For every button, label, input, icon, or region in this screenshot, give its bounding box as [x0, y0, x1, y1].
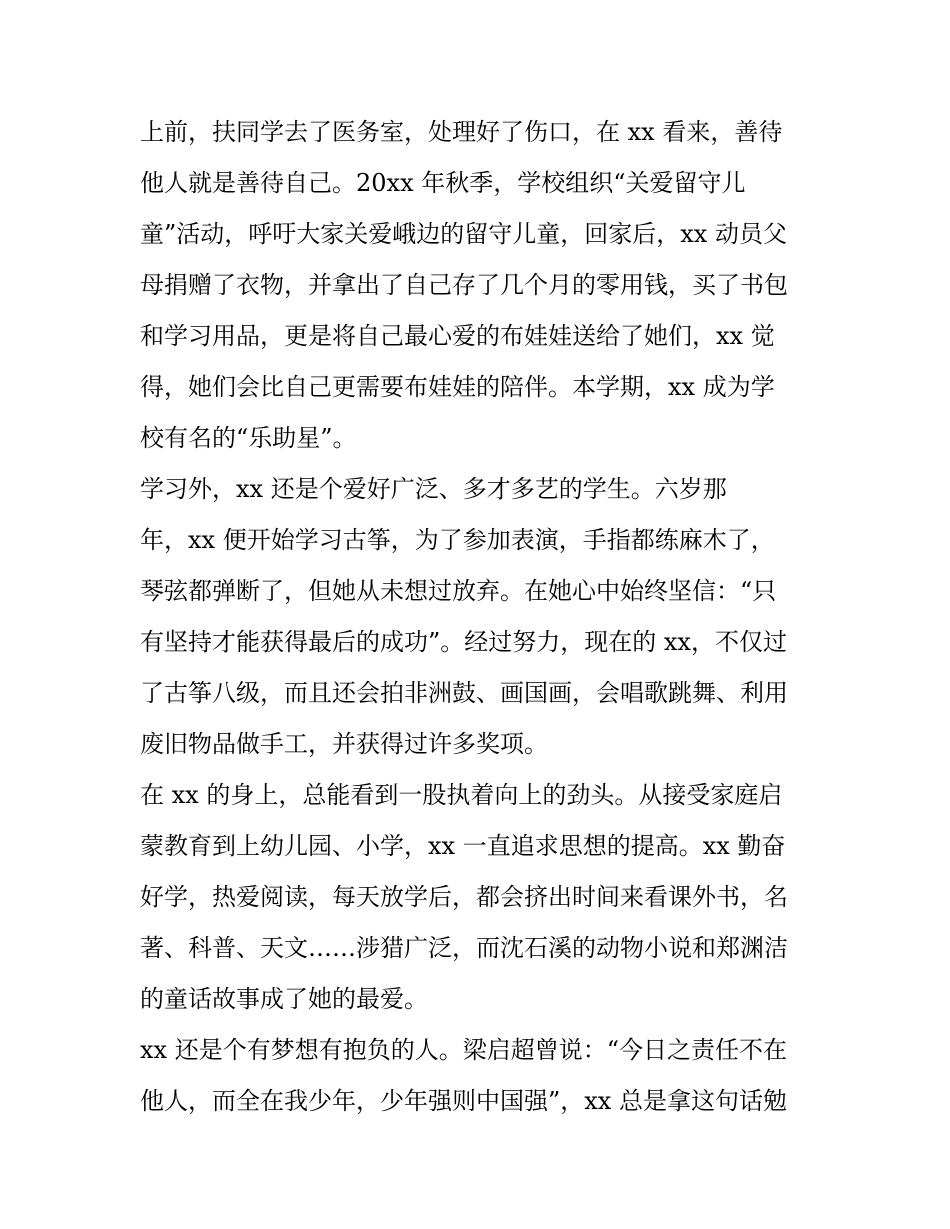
- text-line: 废旧物品做手工，并获得过许多奖项。: [140, 730, 548, 758]
- text-line: 有坚持才能获得最后的成功”。经过努力，现在的 xx，不仅过: [140, 628, 787, 656]
- text-line: 校有名的“乐助星”。: [140, 424, 357, 452]
- text-line: 和学习用品，更是将自己最心爱的布娃娃送给了她们，xx 觉: [140, 322, 775, 350]
- body-text: [140, 107, 830, 1127]
- text-line: 童”活动，呼吁大家关爱峨边的留守儿童，回家后，xx 动员父: [140, 220, 787, 248]
- text-line: 他人，而全在我少年，少年强则中国强”，xx 总是拿这句话勉: [140, 1087, 787, 1115]
- text-line: 上前，扶同学去了医务室，处理好了伤口，在 xx 看来，善待: [140, 118, 783, 146]
- text-line: 琴弦都弹断了，但她从未想过放弃。在她心中始终坚信：“只: [140, 577, 777, 605]
- text-line: 了古筝八级，而且还会拍非洲鼓、画国画，会唱歌跳舞、利用: [140, 679, 788, 707]
- text-line: 的童话故事成了她的最爱。: [140, 985, 428, 1013]
- text-line: 学习外，xx 还是个爱好广泛、多才多艺的学生。六岁那: [140, 475, 727, 503]
- text-line: 蒙教育到上幼儿园、小学，xx 一直追求思想的提高。xx 勤奋: [140, 832, 786, 860]
- text-line: 他人就是善待自己。20xx 年秋季，学校组织“关爱留守儿: [140, 169, 746, 197]
- text-line: 年，xx 便开始学习古筝，为了参加表演，手指都练麻木了，: [140, 526, 775, 554]
- text-line: 著、科普、天文……涉猎广泛，而沈石溪的动物小说和郑渊洁: [140, 934, 788, 962]
- text-line: 得，她们会比自己更需要布娃娃的陪伴。本学期，xx 成为学: [140, 373, 775, 401]
- text-line: 在 xx 的身上，总能看到一股执着向上的劲头。从接受家庭启: [140, 781, 783, 809]
- text-line: 母捐赠了衣物，并拿出了自己存了几个月的零用钱，买了书包: [140, 271, 788, 299]
- text-line: xx 还是个有梦想有抱负的人。梁启超曾说：“今日之责任不在: [140, 1036, 787, 1064]
- text-line: 好学，热爱阅读，每天放学后，都会挤出时间来看课外书，名: [140, 883, 788, 911]
